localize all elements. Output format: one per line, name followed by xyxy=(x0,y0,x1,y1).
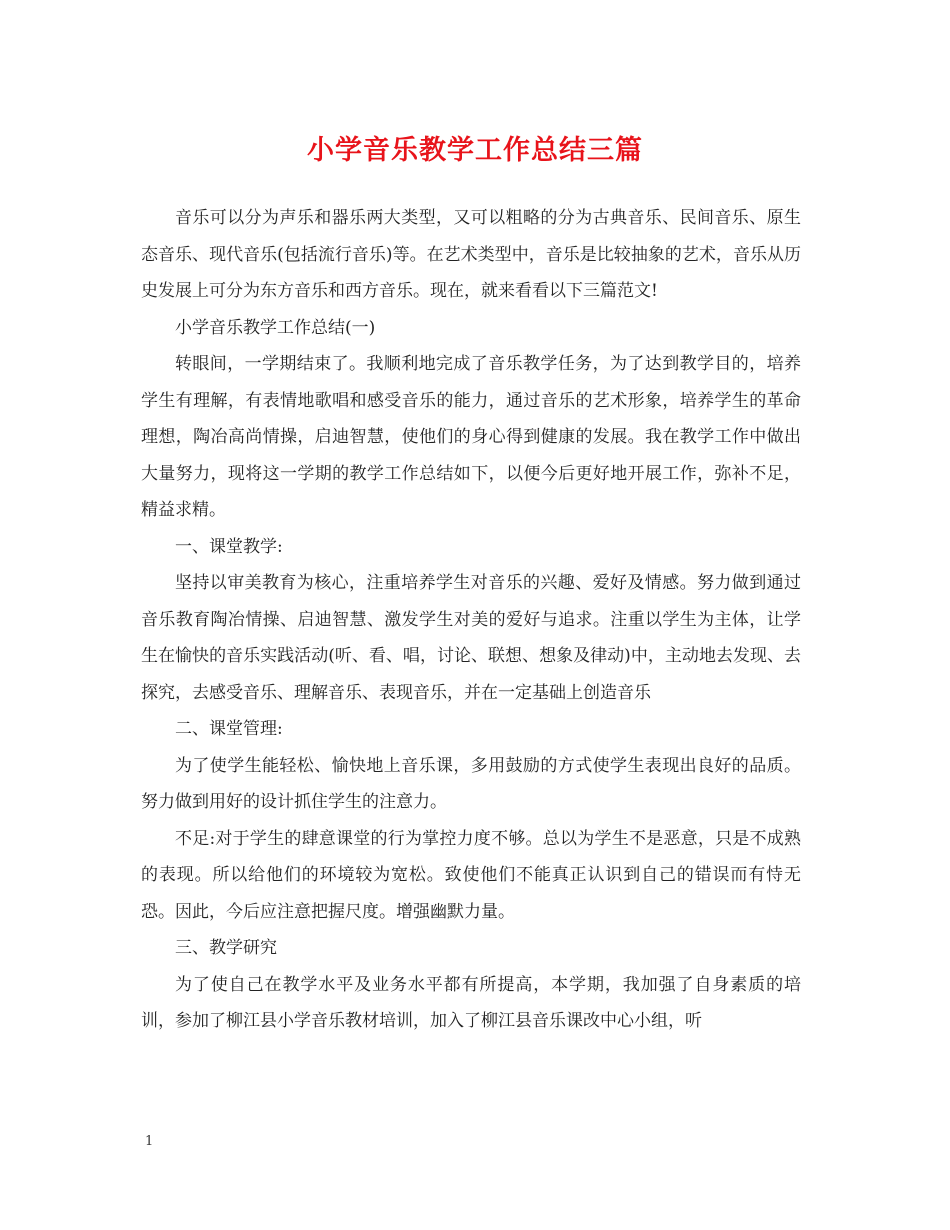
heading-classroom-teaching: 一、课堂教学: xyxy=(175,536,283,557)
opening-paragraph: 转眼间，一学期结束了。我顺利地完成了音乐教学任务，为了达到教学目的，培养学生有理解，有表情地歌唱和感受音乐的能力，通过音乐的艺术形象，培养学生的革命理想，陶冶高尚情操，启迪智慧，使他们的身心得到健康的发展。我在教学工作中做出大量努力，现将这一学期的教学工作总结如下，以便今后更好地开展工作，弥补不足，精益求精。 xyxy=(141,354,801,520)
classroom-teaching-paragraph: 坚持以审美教育为核心，注重培养学生对音乐的兴趣、爱好及情感。努力做到通过音乐教育陶冶情操、启迪智慧、激发学生对美的爱好与追求。注重以学生为主体，让学生在愉快的音乐实践活动(听、看、唱，讨论、联想、想象及律动)中，主动地去发现、去探究，去感受音乐、理解音乐、表现音乐，并在一定基础上创造音乐 xyxy=(141,573,801,703)
intro-paragraph: 音乐可以分为声乐和器乐两大类型，又可以粗略的分为古典音乐、民间音乐、原生态音乐、现代音乐(包括流行音乐)等。在艺术类型中，音乐是比较抽象的艺术，音乐从历史发展上可分为东方音乐和西方音乐。现在，就来看看以下三篇范文! xyxy=(141,208,801,301)
section-heading-summary-one: 小学音乐教学工作总结(一) xyxy=(175,317,376,338)
document-title: 小学音乐教学工作总结三篇 xyxy=(307,135,643,166)
heading-teaching-research: 三、教学研究 xyxy=(175,938,277,958)
shortcomings-paragraph: 不足:对于学生的肆意课堂的行为掌控力度不够。总以为学生不是恶意，只是不成熟的表现。所以给他们的环境较为宽松。致使他们不能真正认识到自己的错误而有恃无恐。因此，今后应注意把握尺度。增强幽默力量。 xyxy=(141,828,801,922)
page-number: 1 xyxy=(145,1134,154,1149)
heading-classroom-management: 二、课堂管理: xyxy=(175,719,283,739)
classroom-management-paragraph: 为了使学生能轻松、愉快地上音乐课，多用鼓励的方式使学生表现出良好的品质。努力做到用好的设计抓住学生的注意力。 xyxy=(141,755,801,812)
document-body xyxy=(141,200,801,1040)
teaching-research-paragraph: 为了使自己在教学水平及业务水平都有所提高，本学期，我加强了自身素质的培训，参加了柳江县小学音乐教材培训，加入了柳江县音乐课改中心小组，听 xyxy=(141,974,801,1031)
